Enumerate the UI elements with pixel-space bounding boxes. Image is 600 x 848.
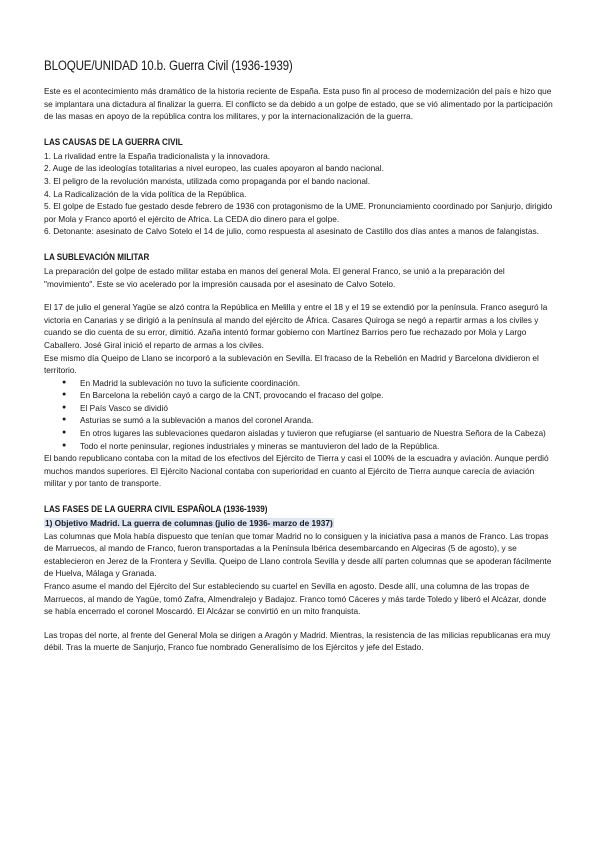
phases-subheading-wrapper <box>44 517 556 530</box>
list-item: ● En otros lugares las sublevaciones quedaron aisladas y tuvieron que refugiarse (el santuario de Nuestra Señora de la Cabeza) <box>62 427 556 440</box>
phases-paragraph-2: Franco asume el mando del Ejército del Sur estableciendo su cuartel en Sevilla en agosto. Desde allí, una columna de las tropas de Marruecos, al mando de Yagüe, tomó Zafra, Almendralejo y Badajoz. Franco tomó Cáceres y más tarde Toledo y liberó el Alcázar, donde se había encerrado el coronel Moscardó. El Alcázar se convirtió en un mito franquista. <box>44 581 547 617</box>
list-item: ● El País Vasco se dividió <box>62 402 556 415</box>
cause-item: 2. Auge de las ideologías totalitarias a nivel europeo, las cuales apoyaron al bando nacional. <box>44 163 384 174</box>
list-item: ● Todo el norte peninsular, regiones industriales y mineras se mantuvieron del lado de la República. <box>62 440 556 453</box>
phases-paragraph-1: Las columnas que Mola había dispuesto que tenían que tomar Madrid no lo consiguen y la iniciativa pasa a manos de Franco. Las tropas de Marruecos, al mando de Franco, fueron transportadas a la Península Ibérica desembarcando en Algeciras (5 de agosto), y se establecieron en Jerez de la Frontera y Sevilla. Queipo de Llano controla Sevilla y desde allí parten columnas que se apoderan fácilmente de Huelva, Málaga y Granada. <box>44 530 552 579</box>
page-title: BLOQUE/UNIDAD 10.b. Guerra Civil (1936-1939) <box>44 58 293 73</box>
cause-item: 3. El peligro de la revolución marxista, utilizada como propaganda por el bando nacional. <box>44 175 371 186</box>
phases-subheading: 1) Objetivo Madrid. La guerra de columnas (julio de 1936- marzo de 1937) <box>45 518 333 529</box>
uprising-paragraph-4: El bando republicano contaba con la mitad de los efectivos del Ejército de Tierra y casi el 100% de la escuadra y aviación. Aunque perdió muchos mandos superiores. El Ejército Nacional contaba con superioridad en cuanto al Ejército de Tierra aunque carecía de aviación militar y por tanto de transporte. <box>44 453 549 489</box>
cause-item: 1. La rivalidad entre la España tradicionalista y la innovadora. <box>44 150 270 161</box>
cause-item: 4. La Radicalización de la vida política de la República. <box>44 188 247 199</box>
uprising-paragraph-1: La preparación del golpe de estado militar estaba en manos del general Mola. El general Franco, se unió a la preparación del "movimiento". Este se vio acelerado por la impresión causada por el asesinato de Calvo Sotelo. <box>44 265 505 289</box>
intro-paragraph: Este es el acontecimiento más dramático de la historia reciente de España. Esta puso fin al proceso de modernización del país e hizo que se implantara una dictadura al finalizar la guerra. El conflicto se da debido a un golpe de estado, que se vió alimentado por la participación de las masas en apoyo de la república contra los militares, y por la internacionalización de la guerra. <box>44 86 553 122</box>
cause-item: 5. El golpe de Estado fue gestado desde febrero de 1936 con protagonismo de la UME. Pronunciamiento coordinado por Sanjurjo, dirigido por Mola y Franco aportó el ejército de Africa. La CEDA dio dinero para el golpe. <box>44 201 553 224</box>
list-item: ● Asturias se sumó a la sublevación a manos del coronel Aranda. <box>62 414 556 427</box>
phases-heading: LAS FASES DE LA GUERRA CIVIL ESPAÑOLA (1936-1939) <box>44 504 268 515</box>
list-item: ● En Madrid la sublevación no tuvo la suficiente coordinación. <box>62 377 556 390</box>
uprising-bullet-list <box>44 377 556 453</box>
cause-item: 6. Detonante: asesinato de Calvo Sotelo el 14 de julio, como respuesta al asesinato de Castillo dos días antes a manos de falangistas. <box>44 226 539 237</box>
phases-paragraph-3: Las tropas del norte, al frente del General Mola se dirigen a Aragón y Madrid. Mientras, la resistencia de las milicias republicanas era muy débil. Tras la muerte de Sanjurjo, Franco fue nombrado Generalísimo de los Ejércitos y jefe del Estado. <box>44 629 551 653</box>
uprising-heading: LA SUBLEVACIÓN MILITAR <box>44 251 150 262</box>
uprising-paragraph-3: Ese mismo día Queipo de Llano se incorporó a la sublevación en Sevilla. El fracaso de la Rebelión en Madrid y Barcelona dividieron el territorio. <box>44 352 539 376</box>
uprising-paragraph-2: El 17 de julio el general Yagüe se alzó contra la República en Melilla y entre el 18 y el 19 se extendió por la península. Franco aseguró la victoria en Canarias y se dirigió a la península al mando del ejército de África. Casares Quiroga se negó a repartir armas a los civiles y cuando se dio cuenta de su error, dimitió. Azaña intentó formar gobierno con Martínez Barrios pero fue rechazado por Mola y Largo Caballero. José Giral inició el reparto de armas a los civiles. <box>44 302 548 350</box>
causes-list <box>44 150 556 238</box>
list-item: ● En Barcelona la rebelión cayó a cargo de la CNT, provocando el fracaso del golpe. <box>62 389 556 402</box>
causes-heading: LAS CAUSAS DE LA GUERRA CIVIL <box>44 136 183 147</box>
